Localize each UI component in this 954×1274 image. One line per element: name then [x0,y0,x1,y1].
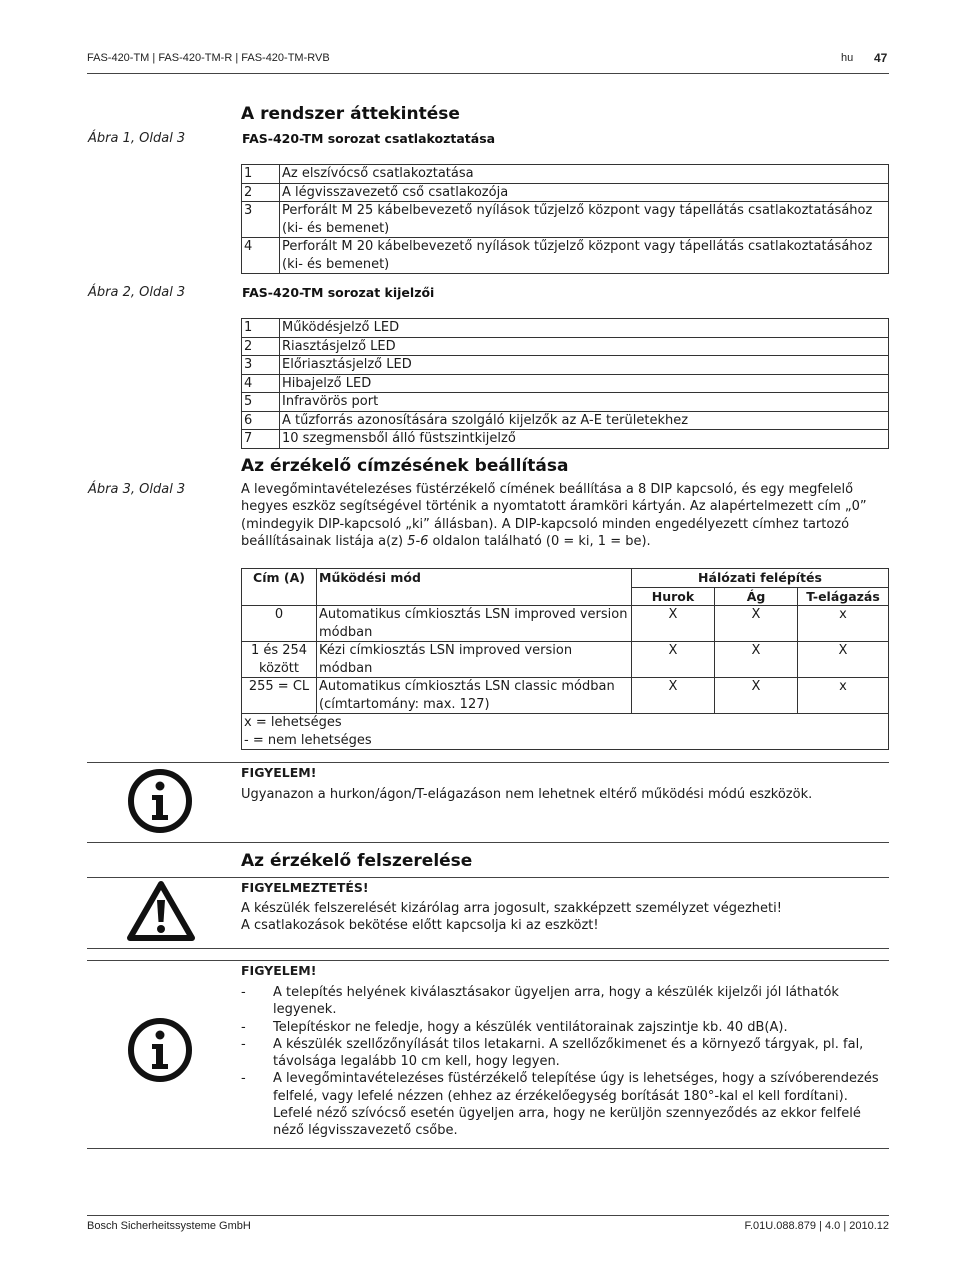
row-number: 4 [242,374,280,393]
section-title-overview: A rendszer áttekintése [241,104,460,124]
col-header-tee: T-elágazás [798,587,889,606]
footer-docnum: F.01U.088.879 | 4.0 | 2010.12 [744,1220,889,1232]
section-title-addressing: Az érzékelő címzésének beállítása [241,456,569,476]
indicator-row [242,411,889,430]
cell-tee: x [798,678,889,714]
notice1-bottom-rule [87,842,889,843]
connection-row [242,183,889,202]
indicator-row [242,337,889,356]
cell-loop: X [632,606,715,642]
col-header-mode: Működési mód [317,569,632,606]
col-header-branch: Ág [715,587,798,606]
list-item: - Telepítéskor ne feledje, hogy a készülék ventilátorainak zajszintje kb. 40 dB(A). [241,1019,889,1036]
cell-mode: Automatikus címkiosztás LSN classic módban (címtartomány: max. 127) [317,678,632,714]
cell-address: 255 = CL [242,678,317,714]
row-number: 3 [242,202,280,238]
figure-ref-2: Ábra 2, Oldal 3 [88,285,186,300]
row-text: Perforált M 20 kábelbevezető nyílások tűzjelző központ vagy tápellátás csatlakoztatásához (ki- és bemenet) [280,238,889,274]
cell-branch: X [715,678,798,714]
row-number: 3 [242,356,280,375]
row-number: 4 [242,238,280,274]
warning-text: A készülék felszerelését kizárólag arra jogosult, szakképzett személyzet végezheti! A csatlakozások bekötése előtt kapcsolja ki az eszközt! [241,901,782,934]
table-legend: x = lehetséges - = nem lehetséges [242,714,889,750]
footer-company: Bosch Sicherheitssysteme GmbH [87,1220,251,1232]
row-number: 6 [242,411,280,430]
header-lang: hu [841,52,854,64]
list-item: - A telepítés helyének kiválasztásakor ügyeljen arra, hogy a készülék kijelzői jól láthatók legyenek. [241,984,889,1019]
row-number: 2 [242,183,280,202]
row-number: 1 [242,165,280,184]
indicators-table [241,318,889,449]
header-page-number: 47 [874,51,888,65]
row-number: 2 [242,337,280,356]
cell-mode: Automatikus címkiosztás LSN improved version módban [317,606,632,642]
notice2-top-rule [87,960,889,961]
notice1-text: Ugyanazon a hurkon/ágon/T-elágazáson nem lehetnek eltérő működési módú eszközök. [241,787,813,802]
row-number: 7 [242,430,280,449]
section-title-installation: Az érzékelő felszerelése [241,851,473,871]
indicator-row [242,393,889,412]
warning-bottom-rule [87,948,889,949]
figure-title-2: FAS-420-TM sorozat kijelzői [242,285,435,300]
row-text: Hibajelző LED [280,374,889,393]
connection-row [242,238,889,274]
indicator-row [242,430,889,449]
cell-address: 1 és 254 között [242,642,317,678]
row-text: 10 szegmensből álló füstszintkijelző [280,430,889,449]
row-number: 5 [242,393,280,412]
info-icon [126,767,194,839]
col-header-network: Hálózati felépítés [632,569,889,588]
cell-branch: X [715,642,798,678]
row-text: Az elszívócső csatlakoztatása [280,165,889,184]
connection-row [242,202,889,238]
warning-triangle-icon [125,879,197,947]
footer-rule [87,1215,889,1216]
notice2-list [241,984,889,1140]
notice2-bottom-rule [87,1148,889,1149]
header-models: FAS-420-TM | FAS-420-TM-R | FAS-420-TM-RVB [87,52,330,64]
list-item: - A levegőmintavételezéses füstérzékelő telepítése úgy is lehetséges, hogy a szívóberendezés felfelé, vagy lefelé nézzen (ehhez az érzékelőegység borítását 180°-kal el kell fordítani). Lefelé néző szívócső esetén ügyeljen arra, hogy ne kerüljön szennyeződés az ekkor felfelé néző légvisszavezető csőbe. [241,1070,889,1139]
address-row [242,606,889,642]
cell-tee: x [798,606,889,642]
row-text: Előriasztásjelző LED [280,356,889,375]
row-text: Működésjelző LED [280,319,889,338]
addressing-paragraph: A levegőmintavételezéses füstérzékelő címének beállítása a 8 DIP kapcsoló, és egy megfelelő hegyes eszköz segítségével történik a nyomtatott áramköri kártyán. Az alapértelmezett cím „0” (mindegyik DIP-kapcsoló „ki” állásban). A DIP-kapcsoló minden engedélyezett címhez tartozó beállításainak listája a(z) 5-6 oldalon található (0 = ki, 1 = be). [241,482,867,549]
list-item: - A készülék szellőzőnyílását tilos letakarni. A szellőzőkimenet és a környező tárgyak, pl. fal, távolsága legalább 10 cm kell, hogy legyen. [241,1036,889,1071]
figure-title-1: FAS-420-TM sorozat csatlakoztatása [242,131,496,146]
row-text: A tűzforrás azonosítására szolgáló kijelzők az A-E területekhez [280,411,889,430]
notice2-label: FIGYELEM! [241,963,317,978]
notice1-top-rule [87,762,889,763]
cell-tee: X [798,642,889,678]
connections-table [241,164,889,274]
warning-top-rule [87,877,889,878]
cell-loop: X [632,678,715,714]
indicator-row [242,374,889,393]
row-text: A légvisszavezető cső csatlakozója [280,183,889,202]
row-text: Infravörös port [280,393,889,412]
notice1-label: FIGYELEM! [241,765,317,780]
row-text: Perforált M 25 kábelbevezető nyílások tűzjelző központ vagy tápellátás csatlakoztatásához (ki- és bemenet) [280,202,889,238]
address-row [242,642,889,678]
warning-label: FIGYELMEZTETÉS! [241,880,369,895]
cell-address: 0 [242,606,317,642]
info-icon [126,1016,194,1088]
address-table [241,568,889,750]
row-text: Riasztásjelző LED [280,337,889,356]
indicator-row [242,356,889,375]
connection-row [242,165,889,184]
row-number: 1 [242,319,280,338]
cell-mode: Kézi címkiosztás LSN improved version módban [317,642,632,678]
col-header-address: Cím (A) [242,569,317,606]
indicator-row [242,319,889,338]
address-row [242,678,889,714]
header-rule [87,73,889,74]
figure-ref-1: Ábra 1, Oldal 3 [88,131,186,146]
col-header-loop: Hurok [632,587,715,606]
cell-branch: X [715,606,798,642]
cell-loop: X [632,642,715,678]
figure-ref-3: Ábra 3, Oldal 3 [88,482,186,497]
